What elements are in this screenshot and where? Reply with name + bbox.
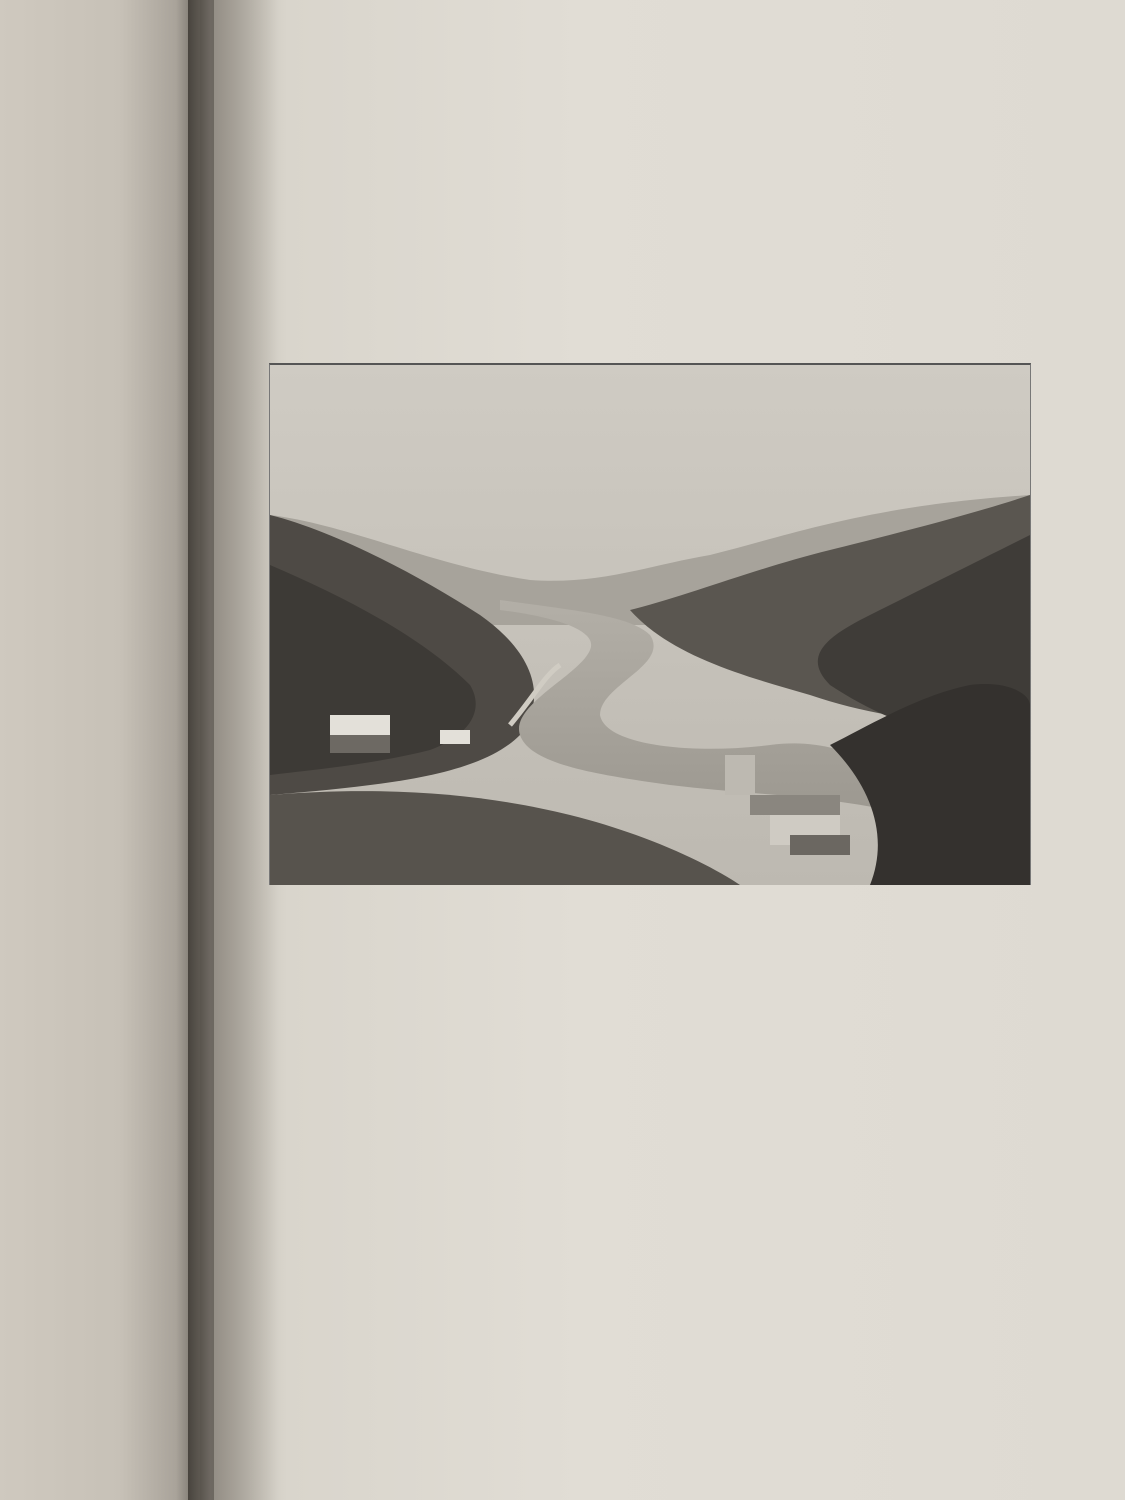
book-gutter-shadow xyxy=(188,0,278,1500)
left-facing-page xyxy=(0,0,200,1500)
photograph-pont-pill xyxy=(269,363,1031,885)
left-page-text xyxy=(0,0,200,16)
